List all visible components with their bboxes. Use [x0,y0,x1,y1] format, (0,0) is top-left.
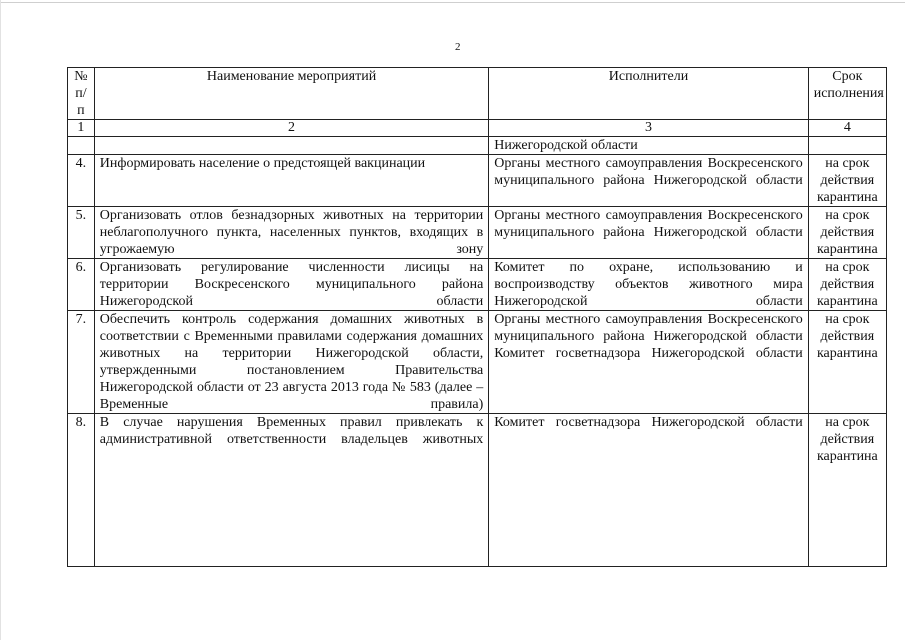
cell-num [68,137,95,155]
cell-num: 5. [68,207,95,259]
column-index-row [68,120,887,137]
cell-term [808,137,886,155]
header-executors: Исполнители [489,68,808,120]
header-term: Срок исполнения [808,68,886,120]
cell-name: Организовать отлов безнадзорных животных на территории неблагополучного пункта, населенных пунктов, входящих в угрожаемую зону [94,207,488,259]
column-index: 3 [489,120,808,137]
cell-term: на срок действия карантина [808,311,886,414]
cell-num: 7. [68,311,95,414]
header-row [68,68,887,120]
cell-executors: Комитет госветнадзора Нижегородской области [489,414,808,567]
table-row-continuation [68,137,887,155]
cell-term: на срок действия карантина [808,259,886,311]
cell-name [94,137,488,155]
table-row [68,311,887,414]
scan-edge-left [0,0,1,640]
page-number: 2 [455,41,461,53]
cell-executors: Органы местного самоуправления Воскресенского муниципального района Нижегородской области [489,155,808,207]
cell-executors: Органы местного самоуправления Воскресенского муниципального района Нижегородской области Комитет госветнадзора Нижегородской области [489,311,808,414]
cell-name: Обеспечить контроль содержания домашних животных в соответствии с Временными правилами содержания домашних животных на территории Нижегородской области, утвержденными постановлением Правительства Нижегородской области от 23 августа 2013 года № 583 (далее – Временные правила) [94,311,488,414]
column-index: 2 [94,120,488,137]
header-name: Наименование мероприятий [94,68,488,120]
cell-term: на срок действия карантина [808,155,886,207]
column-index: 4 [808,120,886,137]
cell-num: 8. [68,414,95,567]
table-row [68,155,887,207]
cell-executors: Органы местного самоуправления Воскресенского муниципального района Нижегородской области [489,207,808,259]
cell-term: на срок действия карантина [808,414,886,567]
table-row [68,414,887,567]
cell-executors: Комитет по охране, использованию и воспроизводству объектов животного мира Нижегородской области [489,259,808,311]
scan-edge-top [0,2,905,3]
cell-executors: Нижегородской области [489,137,808,155]
header-num: № п/п [68,68,95,120]
cell-num: 4. [68,155,95,207]
table-row [68,207,887,259]
cell-name: Информировать население о предстоящей вакцинации [94,155,488,207]
cell-num: 6. [68,259,95,311]
cell-term: на срок действия карантина [808,207,886,259]
cell-name: Организовать регулирование численности лисицы на территории Воскресенского муниципального района Нижегородской области [94,259,488,311]
table-row [68,259,887,311]
column-index: 1 [68,120,95,137]
measures-table [67,67,887,567]
cell-name: В случае нарушения Временных правил привлекать к административной ответственности владельцев животных [94,414,488,567]
